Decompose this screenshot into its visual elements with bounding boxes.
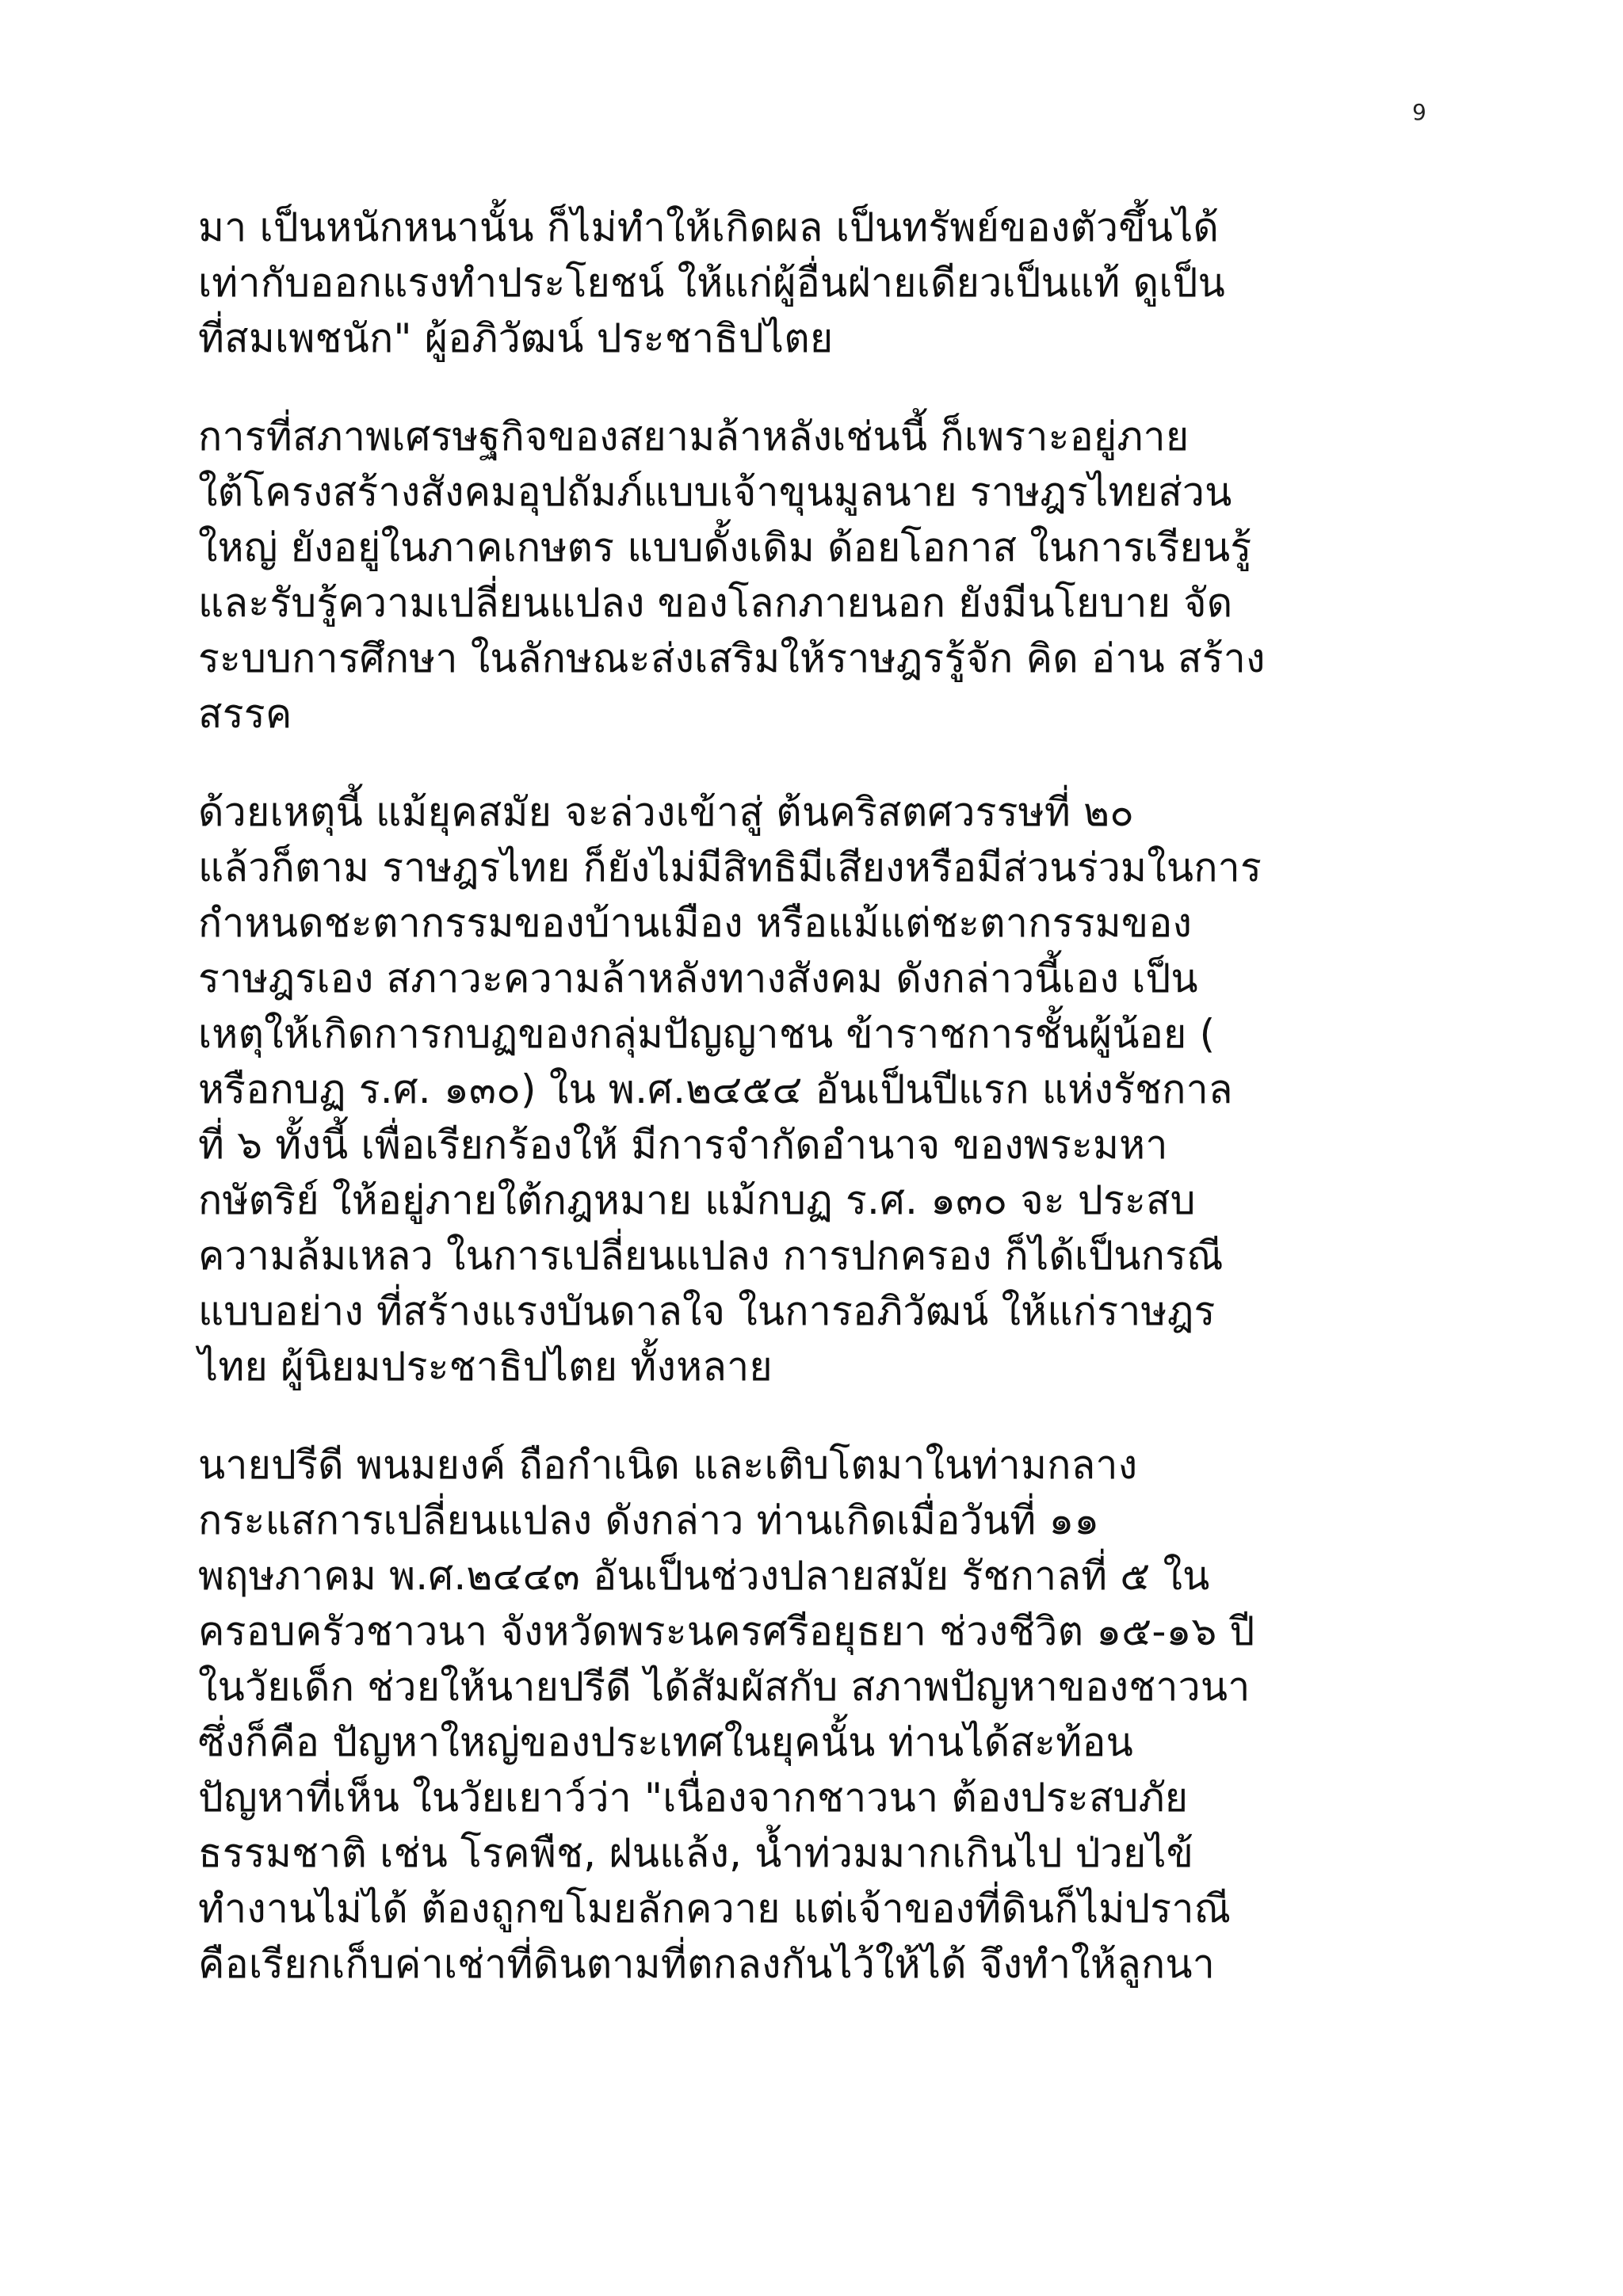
page-number: 9 [1412,99,1426,125]
paragraph-3 [198,784,1545,1394]
text-line: เท่ากับออกแรงทำประโยชน์ ให้แก่ผู้อื่นฝ่ายเดียวเป็นแท้ ดูเป็น [198,260,1225,306]
text-line: ซึ่งก็คือ ปัญหาใหญ่ของประเทศในยุคนั้น ท่านได้สะท้อน [198,1719,1133,1765]
text-line: สรรค [198,691,292,737]
text-line: นายปรีดี พนมยงค์ ถือกำเนิด และเติบโตมาในท่ามกลาง [198,1442,1138,1488]
text-line: ไทย ผู้นิยมประชาธิปไตย ทั้งหลาย [198,1344,773,1390]
text-line: กำหนดชะตากรรมของบ้านเมือง หรือแม้แต่ชะตากรรมของ [198,900,1193,946]
text-line: ราษฎรเอง สภาวะความล้าหลังทางสังคม ดังกล่าวนี้เอง เป็น [198,955,1198,1001]
text-line: การที่สภาพเศรษฐกิจของสยามล้าหลังเช่นนี้ ก็เพราะอยู่ภาย [198,414,1190,460]
text-line: และรับรู้ความเปลี่ยนแปลง ของโลกภายนอก ยังมีนโยบาย จัด [198,580,1233,626]
text-line: แบบอย่าง ที่สร้างแรงบันดาลใจ ในการอภิวัฒน์ ให้แก่ราษฎร [198,1288,1216,1334]
text-line: กระแสการเปลี่ยนแปลง ดังกล่าว ท่านเกิดเมื่อวันที่ ๑๑ [198,1497,1100,1543]
paragraph-1 [198,200,1545,366]
text-line: ระบบการศึกษา ในลักษณะส่งเสริมให้ราษฎรรู้จัก คิด อ่าน สร้าง [198,635,1266,681]
text-line: หรือกบฏ ร.ศ. ๑๓๐) ใน พ.ศ.๒๔๕๔ อันเป็นปีแรก แห่งรัชกาล [198,1066,1233,1112]
text-line: ที่สมเพชนัก" ผู้อภิวัฒน์ ประชาธิปไตย [198,315,834,361]
paragraph-2 [198,409,1545,742]
text-line: ที่ ๖ ทั้งนี้ เพื่อเรียกร้องให้ มีการจำกัดอำนาจ ของพระมหา [198,1122,1168,1168]
text-line: เหตุให้เกิดการกบฏของกลุ่มปัญญาชน ข้าราชการชั้นผู้น้อย ( [198,1011,1216,1057]
text-line: ด้วยเหตุนี้ แม้ยุคสมัย จะล่วงเข้าสู่ ต้นคริสตศวรรษที่ ๒๐ [198,789,1135,835]
text-line: ทำงานไม่ได้ ต้องถูกขโมยลักควาย แต่เจ้าของที่ดินก็ไม่ปราณี [198,1886,1232,1932]
text-line: ครอบครัวชาวนา จังหวัดพระนครศรีอยุธยา ช่วงชีวิต ๑๕-๑๖ ปี [198,1608,1255,1654]
text-line: ความล้มเหลว ในการเปลี่ยนแปลง การปกครอง ก็ได้เป็นกรณี [198,1233,1224,1279]
text-line: กษัตริย์ ให้อยู่ภายใต้กฎหมาย แม้กบฏ ร.ศ. ๑๓๐ จะ ประสบ [198,1177,1196,1223]
text-line: พฤษภาคม พ.ศ.๒๔๔๓ อันเป็นช่วงปลายสมัย รัชกาลที่ ๕ ใน [198,1553,1210,1599]
text-line: ในวัยเด็ก ช่วยให้นายปรีดี ได้สัมผัสกับ สภาพปัญหาของชาวนา [198,1664,1251,1710]
text-line: ธรรมชาติ เช่น โรคพืช, ฝนแล้ง, น้ำท่วมมากเกินไป ป่วยไข้ [198,1830,1194,1876]
text-line: คือเรียกเก็บค่าเช่าที่ดินตามที่ตกลงกันไว้ให้ได้ จึงทำให้ลูกนา [198,1941,1216,1987]
text-line: ใต้โครงสร้างสังคมอุปถัมภ์แบบเจ้าขุนมูลนาย ราษฎรไทยส่วน [198,469,1232,515]
text-line: ปัญหาที่เห็น ในวัยเยาว์ว่า "เนื่องจากชาวนา ต้องประสบภัย [198,1775,1189,1821]
paragraph-4 [198,1437,1545,1992]
body-text [198,200,1545,2035]
text-line: แล้วก็ตาม ราษฎรไทย ก็ยังไม่มีสิทธิมีเสียงหรือมีส่วนร่วมในการ [198,845,1262,891]
text-line: ใหญ่ ยังอยู่ในภาคเกษตร แบบดั้งเดิม ด้อยโอกาส ในการเรียนรู้ [198,524,1252,570]
text-line: มา เป็นหนักหนานั้น ก็ไม่ทำให้เกิดผล เป็นทรัพย์ของตัวขึ้นได้ [198,204,1220,250]
